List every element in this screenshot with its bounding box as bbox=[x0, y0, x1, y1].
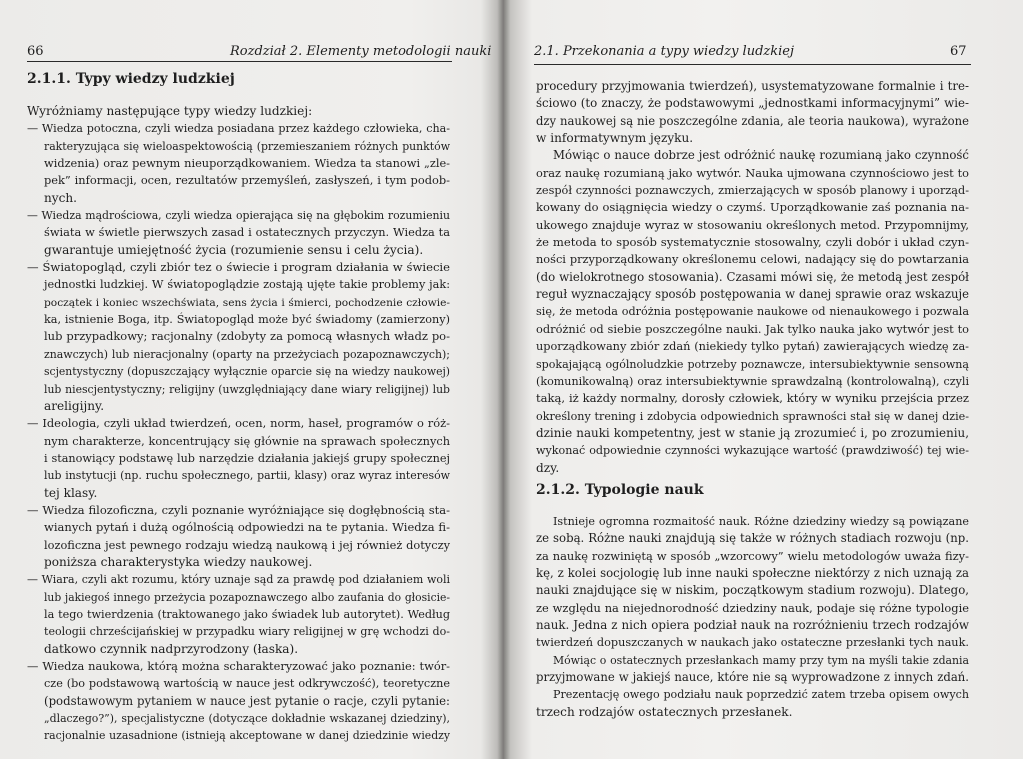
text-line: ności przyporządkowany określonemu celowi, nadający się do powtarzania bbox=[536, 252, 969, 267]
text-line: lub instytucji (np. ruchu społecznego, partii, klasy) oraz wyraz interesów bbox=[44, 469, 450, 483]
right-running-head: 2.1. Przekonania a typy wiedzy ludzkiej bbox=[534, 44, 795, 59]
text-line: teologii chrześcijańskiej w przypadku wiary religijnej w grę wchodzi do- bbox=[44, 625, 450, 639]
text-line: jednostki ludzkiej. W światopoglądzie zostają ujęte takie problemy jak: bbox=[44, 278, 450, 292]
left-body-text bbox=[27, 103, 450, 745]
text-line: lub przypadkowy; racjonalny (zdobyty za pomocą własnych władz po- bbox=[44, 329, 450, 344]
text-line: nauki znajdujące się w niskim, początkowym stadium rozwoju). Dlatego, bbox=[536, 583, 969, 598]
text-line: nym charakterze, koncentrujący się głównie na sprawach społecznych bbox=[44, 433, 450, 448]
text-line: lozoficzna jest pewnego rodzaju wiedzą naukową i jej również dotyczy bbox=[44, 537, 450, 552]
text-line: nych. bbox=[44, 190, 78, 205]
text-line: uporządkowany zbiór zdań (niekiedy tylko pytań) zawierających wiedzę za- bbox=[536, 340, 969, 354]
text-line: kę, z kolei socjologię lub inne nauki społeczne niektórzy z nich uznają za bbox=[536, 566, 969, 581]
text-line: dzy naukowej są nie poszczególne zdania, ale teoria naukowa), wyrażone bbox=[536, 113, 969, 128]
text-line: ka, istnienie Boga, itp. Światopogląd może być świadomy (zamierzony) bbox=[44, 313, 450, 327]
text-line: ściowo (to znaczy, że podstawowymi „jednostkami informacyjnymi” wie- bbox=[536, 96, 969, 111]
text-line: taką, iż każdy normalny, dorosły człowiek, który w wyniku przejścia przez bbox=[536, 391, 969, 406]
left-running-head: Rozdział 2. Elementy metodologii nauki bbox=[230, 44, 492, 59]
right-page bbox=[506, 0, 1023, 759]
text-line: Istnieje ogromna rozmaitość nauk. Różne dziedziny wiedzy są powiązane bbox=[553, 515, 969, 528]
text-line: wianych pytań i dużą ogólnością odpowiedzi na te pytania. Wiedza fi- bbox=[44, 520, 450, 535]
text-line: — Ideologia, czyli układ twierdzeń, ocen, norm, haseł, programów o róż- bbox=[27, 416, 450, 431]
text-line: za naukę rozwiniętą w sposób „wzorcowy” wielu metodologów uważa fizy- bbox=[536, 548, 969, 563]
text-line: — Światopogląd, czyli zbiór tez o świecie i program działania w świecie bbox=[27, 260, 450, 275]
right-header-rule bbox=[534, 64, 971, 65]
text-line: tej klasy. bbox=[44, 485, 98, 500]
right-page-number: 67 bbox=[950, 44, 967, 59]
text-line: Wyróżniamy następujące typy wiedzy ludzkiej: bbox=[27, 104, 313, 118]
text-line: spokajającą ogólnoludzkie potrzeby poznawcze, intersubiektywnie sensowną bbox=[536, 357, 969, 371]
left-page-number: 66 bbox=[27, 44, 44, 59]
text-line: oraz naukę rozumianą jako wytwór. Nauka ujmowana czynnościowo jest to bbox=[536, 165, 969, 180]
text-line: przyjmowane w jakiejś nauce, które nie są wyprowadzone z innych zdań. bbox=[536, 670, 969, 685]
text-line: odróżnić od siebie poszczególne nauki. Jak tylko nauka jako wytwór jest to bbox=[536, 321, 969, 336]
text-line: (komunikowalną) oraz intersubiektywnie sprawdzalną (kontrolowalną), czyli bbox=[536, 374, 969, 388]
text-line: reguł wyznaczający sposób postępowania w danej sprawie oraz wskazuje bbox=[536, 287, 969, 302]
text-line: ze sobą. Różne nauki znajdują się także w różnych stadiach rozwoju (np. bbox=[536, 531, 969, 546]
text-line: lub niescjentystyczny; religijny (uwzględniający dane wiary religijnej) lub bbox=[44, 382, 450, 396]
text-line: nauk. Jedna z nich opiera podział nauk na rozróżnieniu trzech rodzajów bbox=[536, 618, 969, 633]
text-line: ukowego znajduje wyraz w stosowaniu określonych metod. Przypomnijmy, bbox=[536, 217, 969, 232]
text-line: wykonać odpowiednie czynności wykazujące wartość (prawdziwość) tej wie- bbox=[536, 444, 969, 458]
text-line: areligijny. bbox=[44, 398, 105, 413]
text-line: poniższa charakterystyka wiedzy naukowej. bbox=[44, 554, 313, 569]
text-line: datkowo czynnik nadprzyrodzony (łaska). bbox=[44, 641, 299, 656]
text-line: dzinie nauki kompetentny, jest w stanie ją zrozumieć i, po zrozumieniu, bbox=[536, 425, 969, 440]
left-page bbox=[0, 0, 497, 759]
text-line: scjentystyczny (dopuszczający wyłącznie oparcie się na wiedzy naukowej) bbox=[44, 365, 450, 379]
text-line: Mówiąc o ostatecznych przesłankach mamy przy tym na myśli takie zdania bbox=[553, 653, 969, 667]
text-line: kowany do osiągnięcia wiedzy o czymś. Uporządkowanie zaś poznania na- bbox=[536, 200, 969, 215]
right-section-heading: 2.1.2. Typologie nauk bbox=[536, 482, 704, 498]
text-line: się, że metoda odróżnia postępowanie naukowe od nienaukowego i pozwala bbox=[536, 305, 969, 319]
text-line: — Wiedza naukowa, którą można scharakteryzować jako poznanie: twór- bbox=[27, 659, 450, 673]
text-line: lub jakiegoś innego przeżycia pozapoznawczego albo zaufania do głosicie- bbox=[44, 590, 450, 604]
text-line: początek i koniec wszechświata, sens życia i śmierci, pochodzenie człowie- bbox=[44, 295, 450, 309]
text-line: dzy. bbox=[536, 460, 560, 475]
text-line: i stanowiący podstawę lub narzędzie działania jakiejś grupy społecznej bbox=[44, 451, 450, 465]
text-line: (podstawowym pytaniem w nauce jest pytanie o racje, czyli pytanie: bbox=[44, 693, 450, 708]
left-header-rule bbox=[27, 61, 452, 62]
text-line: ze względu na niejednorodność dziedziny nauk, podaje się różne typologie bbox=[536, 600, 969, 615]
text-line: „dlaczego?”), specjalistyczne (dotyczące dokładnie wskazanej dziedziny), bbox=[44, 712, 450, 726]
text-line: zespół czynności poznawczych, zmierzających w sposób planowy i uporząd- bbox=[536, 184, 969, 198]
text-line: twierdzeń dopuszczanych w naukach jako ostateczne przesłanki tych nauk. bbox=[536, 636, 969, 650]
text-line: — Wiara, czyli akt rozumu, który uznaje sąd za prawdę pod działaniem woli bbox=[27, 573, 450, 587]
text-line: — Wiedza potoczna, czyli wiedza posiadana przez każdego człowieka, cha- bbox=[27, 122, 450, 136]
text-line: że metoda to sposób systematycznie stosowalny, czyli dobór i układ czyn- bbox=[536, 235, 969, 250]
text-line: określony trening i zdobycia odpowiednich sprawności stał się w danej dzie- bbox=[536, 409, 969, 423]
text-line: pek” informacji, ocen, rezultatów przemyśleń, zasłyszeń, i tym podob- bbox=[44, 173, 450, 188]
text-line: Mówiąc o nauce dobrze jest odróżnić naukę rozumianą jako czynność bbox=[553, 148, 969, 163]
text-line: widzenia) oraz pewnym nieuporządkowaniem. Wiedza ta stanowi „zle- bbox=[44, 156, 450, 171]
text-line: znawczych) lub nieracjonalny (oparty na przeżyciach pozapoznawczych); bbox=[44, 347, 450, 361]
text-line: (do wielokrotnego stosowania). Czasami mówi się, że metodą jest zespół bbox=[536, 269, 969, 284]
text-line: cze (bo podstawową wartością w nauce jest odkrywczość), teoretyczne bbox=[44, 677, 450, 691]
text-line: — Wiedza filozoficzna, czyli poznanie wyróżniające się dogłębnością sta- bbox=[27, 502, 450, 517]
text-line: trzech rodzajów ostatecznych przesłanek. bbox=[536, 704, 793, 719]
text-line: la tego twierdzenia (traktowanego jako świadek lub autorytet). Według bbox=[44, 607, 450, 621]
text-line: w informatywnym języku. bbox=[536, 131, 694, 146]
text-line: gwarantuje umiejętność życia (rozumienie sensu i celu życia). bbox=[44, 242, 424, 257]
right-body-text-top bbox=[536, 78, 969, 477]
text-line: Prezentację owego podziału nauk poprzedzić zatem trzeba opisem owych bbox=[553, 688, 969, 702]
left-section-heading: 2.1.1. Typy wiedzy ludzkiej bbox=[27, 71, 235, 87]
text-line: rakteryzująca się wieloaspektowością (przemieszaniem różnych punktów bbox=[44, 139, 450, 153]
right-body-text-bottom bbox=[536, 513, 969, 721]
text-line: świata w świetle pierwszych zasad i ostatecznych przyczyn. Wiedza ta bbox=[44, 225, 450, 240]
text-line: racjonalnie uzasadnione (istnieją akceptowane w danej dziedzinie wiedzy bbox=[44, 729, 450, 743]
text-line: — Wiedza mądrościowa, czyli wiedza opierająca się na głębokim rozumieniu bbox=[27, 209, 450, 223]
text-line: procedury przyjmowania twierdzeń), usystematyzowane formalnie i tre- bbox=[536, 79, 969, 93]
